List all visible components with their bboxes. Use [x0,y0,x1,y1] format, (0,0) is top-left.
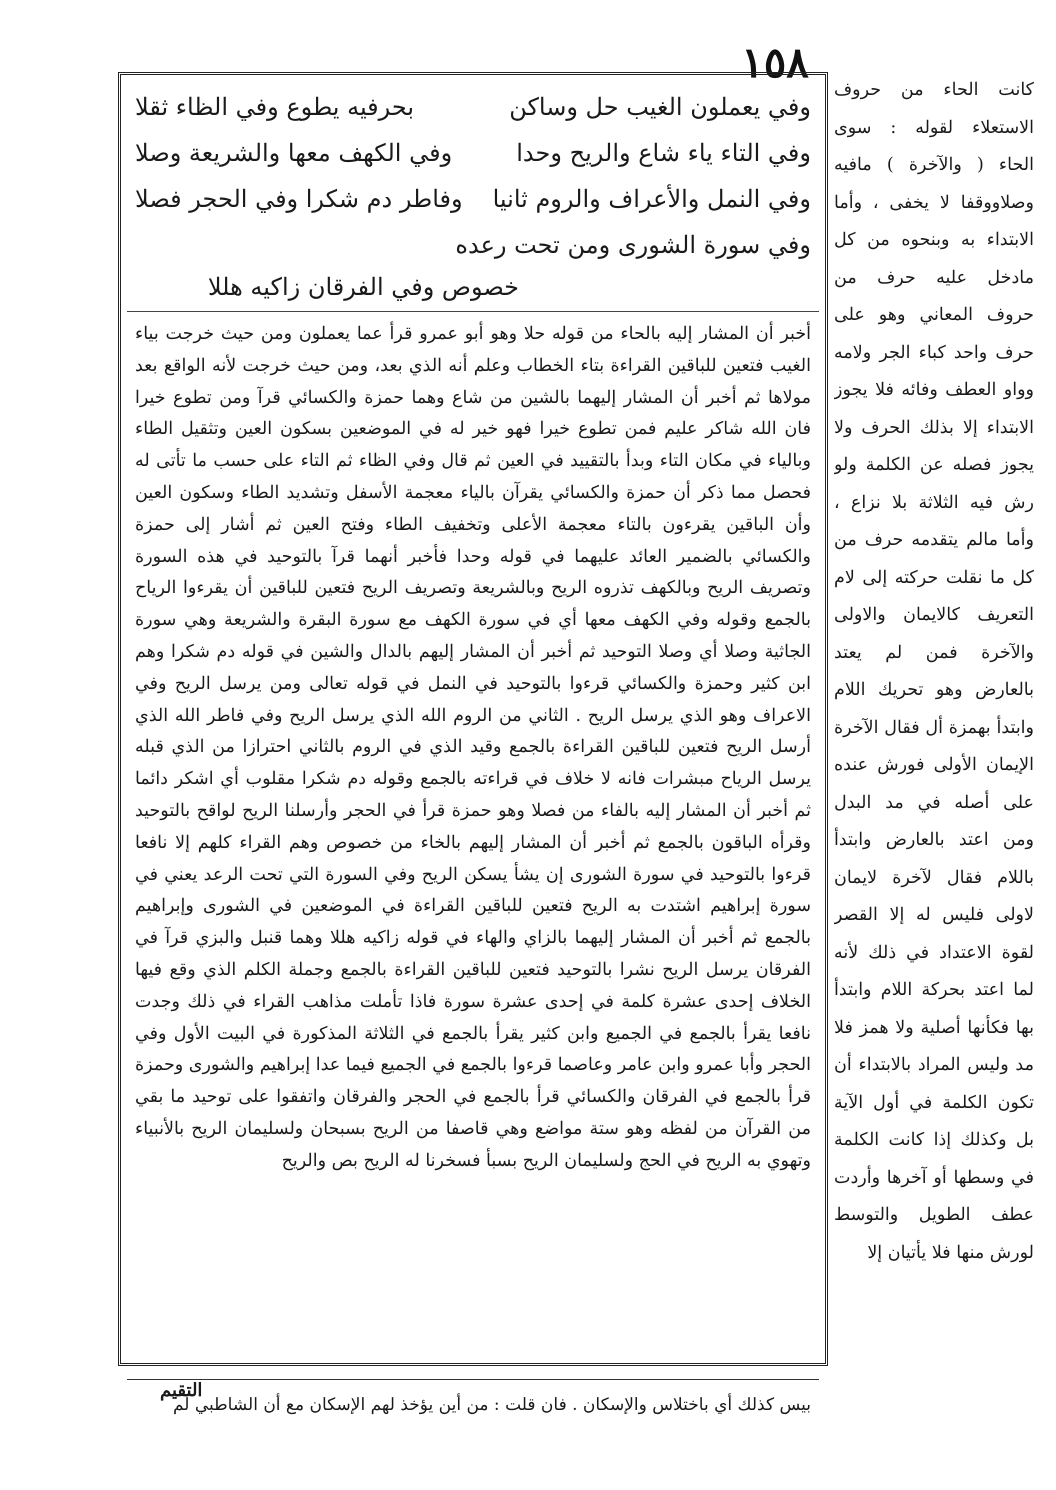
commentary-paragraph: أخبر أن المشار إليه بالحاء من قوله حلا وهو أبو عمرو قرأ عما يعملون ومن حيث خرجت بياء الغيب فتعين للباقين القراءة بتاء الخطاب وعلم أنه الذي بعد، ومن حيث خرجت لأنه الواقع بعد مولاها ثم أخبر أن المشار إليهما بالشين من شاع وهما حمزة والكسائي قرآ ومن تطوع خيرا فان الله شاكر عليم فمن تطوع خيرا فهو خير له في الموضعين بسكون العين وتثقيل الطاء وبالياء في مكان التاء وبدأ بالتقييد في العين ثم قال وفي الظاء ثم التاء على حسب ما تأتى له فحصل مما ذكر أن حمزة والكسائي يقرآن بالياء معجمة الأسفل وتشديد الطاء وسكون العين وأن الباقين يقرءون بالتاء معجمة الأعلى وتخفيف الطاء وفتح العين ثم أشار إلى حمزة والكسائي بالضمير العائد عليهما في قوله وحدا فأخبر أنهما قرآ بالتوحيد في هذه السورة وتصريف الريح وبالكهف تذروه الريح وبالشريعة وتصريف الريح فتعين للباقين أن يقرءوا الرياح بالجمع وقوله وفي الكهف معها أي في سورة الكهف مع سورة البقرة والشريعة وهي سورة الجاثية وصلا أي وصلا التوحيد ثم أخبر أن المشار إليهم بالدال والشين في قوله دم شكرا وهم ابن كثير وحمزة والكسائي قرءوا بالتوحيد في النمل في قوله تعالى ومن يرسل الريح وفي الاعراف وهو الذي يرسل الريح . الثاني من الروم الله الذي يرسل الريح وفي فاطر الله الذي أرسل الريح فتعين للباقين القراءة بالجمع وقيد الذي في الروم بالثاني احترازا من الذي قبله يرسل الرياح مبشرات فانه لا خلاف في قراءته بالجمع وقوله دم شكرا مقلوب أي اشكر دائما ثم أخبر أن المشار إليه بالفاء من فصلا وهو حمزة قرأ في الحجر وأرسلنا الريح لواقح بالتوحيد وقرأه الباقون بالجمع ثم أخبر أن المشار إليهم بالخاء من خصوص وهم القراء كلهم إلا نافعا قرءوا بالتوحيد في سورة الشورى إن يشأ يسكن الريح وفي السورة التي تحت الرعد يعني في سورة إبراهيم اشتدت به الريح فتعين للباقين القراءة في الموضعين في الشورى وإبراهيم بالجمع ثم أخبر أن المشار إليهما بالزاي والهاء في قوله زاكيه هللا وهما قنبل والبزي قرآ في الفرقان يرسل الريح نشرا بالتوحيد فتعين للباقين القراءة بالجمع وجملة الكلم الذي وقع فيها الخلاف إحدى عشرة كلمة في إحدى عشرة سورة فاذا تأملت مذاهب القراء في ذلك وجدت نافعا يقرأ بالجمع في الجميع وابن كثير يقرأ بالجمع في الثلاثة المذكورة في البيت الأول وفي الحجر وأبا عمرو وابن عامر وعاصما قرءوا بالجمع في الجميع فيما عدا إبراهيم والشورى وحمزة قرأ بالجمع في الفرقان والكسائي قرأ بالجمع في الحجر والفرقان واتفقوا على توحيد ما بقي من القرآن من لفظه وهو ستة مواضع وهي قاصفا من الريح بسبحان ولسليمان الريح بالأنبياء وتهوي به الريح في الحج ولسليمان الريح بسبأ فسخرنا له الريح بص والريح [135,324,811,1171]
verse-2 [127,129,819,177]
verse-divider [127,311,819,313]
footnote-text: بيس كذلك أي باختلاس والإسكان . فان قلت : من أين يؤخذ لهم الإسكان مع أن الشاطبي لم [172,1395,811,1415]
verse-4 [127,221,819,269]
verse-2-second-hemistich: وفي الكهف معها والشريعة وصلا [135,139,453,167]
page-number: ١٥٨ [741,38,809,87]
verse-3-first-hemistich: وفي النمل والأعراف والروم ثانيا [492,185,811,213]
margin-commentary [834,72,1034,1372]
poem-verses [127,81,819,311]
verse-4-first-hemistich: وفي سورة الشورى ومن تحت رعده [455,231,811,259]
margin-commentary-text: كانت الحاء من حروف الاستعلاء لقوله : سوى الحاء ( والآخرة ) مافيه وصلاووقفا لا يخفى ، وأما الابتداء به وبنحوه من كل مادخل عليه حرف من حروف المعاني وهو على حرف واحد كباء الجر ولامه وواو العطف وفائه فلا يجوز الابتداء إلا بذلك الحرف ولا يجوز فصله عن الكلمة ولو رش فيه الثلاثة بلا نزاع ، وأما مالم يتقدمه حرف من كل ما نقلت حركته إلى لام التعريف كالايمان والاولى والآخرة فمن لم يعتد بالعارض وهو تحريك اللام وابتدأ بهمزة أل فقال الآخرة الإيمان الأولى فورش عنده على أصله في مد البدل ومن اعتد بالعارض وابتدأ باللام فقال لآخرة لايمان لاولى فليس له إلا القصر لقوة الاعتداد في ذلك لأنه لما اعتد بحركة اللام وابتدأ بها فكأنها أصلية ولا همز فلا مد وليس المراد بالابتداء أن تكون الكلمة في أول الآية بل وكذلك إذا كانت الكلمة في وسطها أو آخرها وأردت عطف الطويل والتوسط لورش منها فلا يأتيان إلا [834,80,1034,1263]
verse-5-hemistich: خصوص وفي الفرقان زاكيه هللا [207,273,519,301]
commentary-text [135,319,811,1219]
verse-1-second-hemistich: بحرفيه يطوع وفي الظاء ثقلا [135,93,415,121]
verse-3 [127,175,819,223]
catchword: التقيم [160,1380,203,1401]
verse-1 [127,83,819,131]
verse-3-second-hemistich: وفاطر دم شكرا وفي الحجر فصلا [135,185,463,213]
verse-2-first-hemistich: وفي التاء ياء شاع والريح وحدا [516,139,811,167]
verse-1-first-hemistich: وفي يعملون الغيب حل وساكن [509,93,811,121]
verse-5 [127,263,819,311]
